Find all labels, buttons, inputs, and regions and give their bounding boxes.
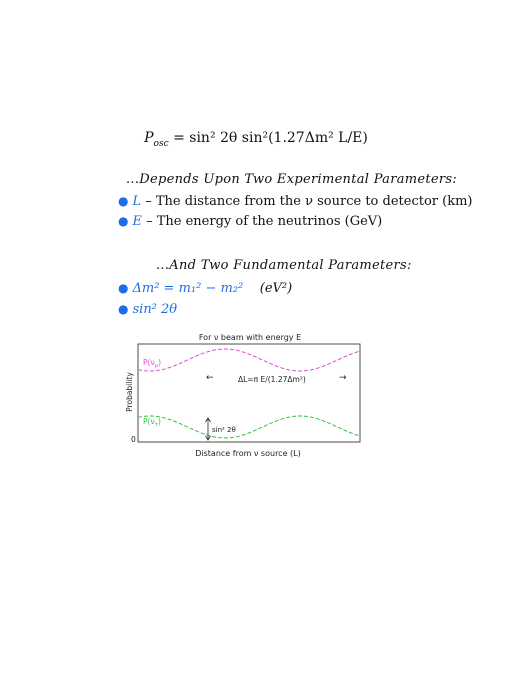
oscillation-formula: [0, 130, 512, 149]
left-arrow-icon: ←: [206, 373, 214, 383]
right-arrow-icon: →: [339, 373, 347, 383]
item-text: – The energy of the neutrinos (GeV): [141, 214, 383, 229]
figure-frame: [138, 344, 360, 442]
fundamental-item-delta-m: [118, 281, 292, 296]
experimental-heading: ...Depends Upon Two Experimental Parameters:: [126, 172, 458, 187]
experimental-item-e: [118, 214, 382, 229]
amplitude-label: sin² 2θ: [212, 426, 236, 434]
top-curve: [138, 349, 360, 371]
bullet-icon: ●: [118, 194, 129, 208]
top-curve-label: $P(\nu_\mu)$: [143, 358, 162, 369]
bullet-icon: ●: [118, 281, 129, 295]
delta-l-label: ΔL=π E/(1.27Δm²): [238, 375, 306, 384]
symbol-e: E: [132, 214, 142, 229]
figure-ylabel: Probability: [125, 372, 134, 412]
symbol-l: L: [132, 194, 142, 209]
bottom-curve-label: $P(\nu_\tau)$: [143, 417, 161, 428]
oscillation-figure: [126, 326, 366, 466]
zero-label: 0: [131, 435, 136, 444]
formula-lhs-subscript: osc: [153, 138, 169, 149]
fundamental-item-sin2theta: [118, 302, 177, 317]
figure-xlabel: Distance from ν source (L): [195, 449, 301, 458]
formula-lhs: P: [144, 130, 154, 146]
formula-rhs: = sin² 2θ sin²(1.27Δm² L/E): [173, 130, 368, 146]
bottom-curve: [138, 416, 360, 438]
item-text: (eV²): [243, 281, 293, 296]
bullet-icon: ●: [118, 214, 129, 228]
symbol-sin2theta: sin² 2θ: [132, 302, 178, 317]
experimental-item-l: [118, 194, 472, 209]
item-text: – The distance from the ν source to detector (km): [141, 194, 473, 209]
bullet-icon: ●: [118, 302, 129, 316]
fundamental-heading: ...And Two Fundamental Parameters:: [156, 258, 412, 273]
figure-title: For ν beam with energy E: [198, 333, 302, 342]
symbol-delta-m: Δm² = m₁² − m₂²: [132, 281, 244, 296]
